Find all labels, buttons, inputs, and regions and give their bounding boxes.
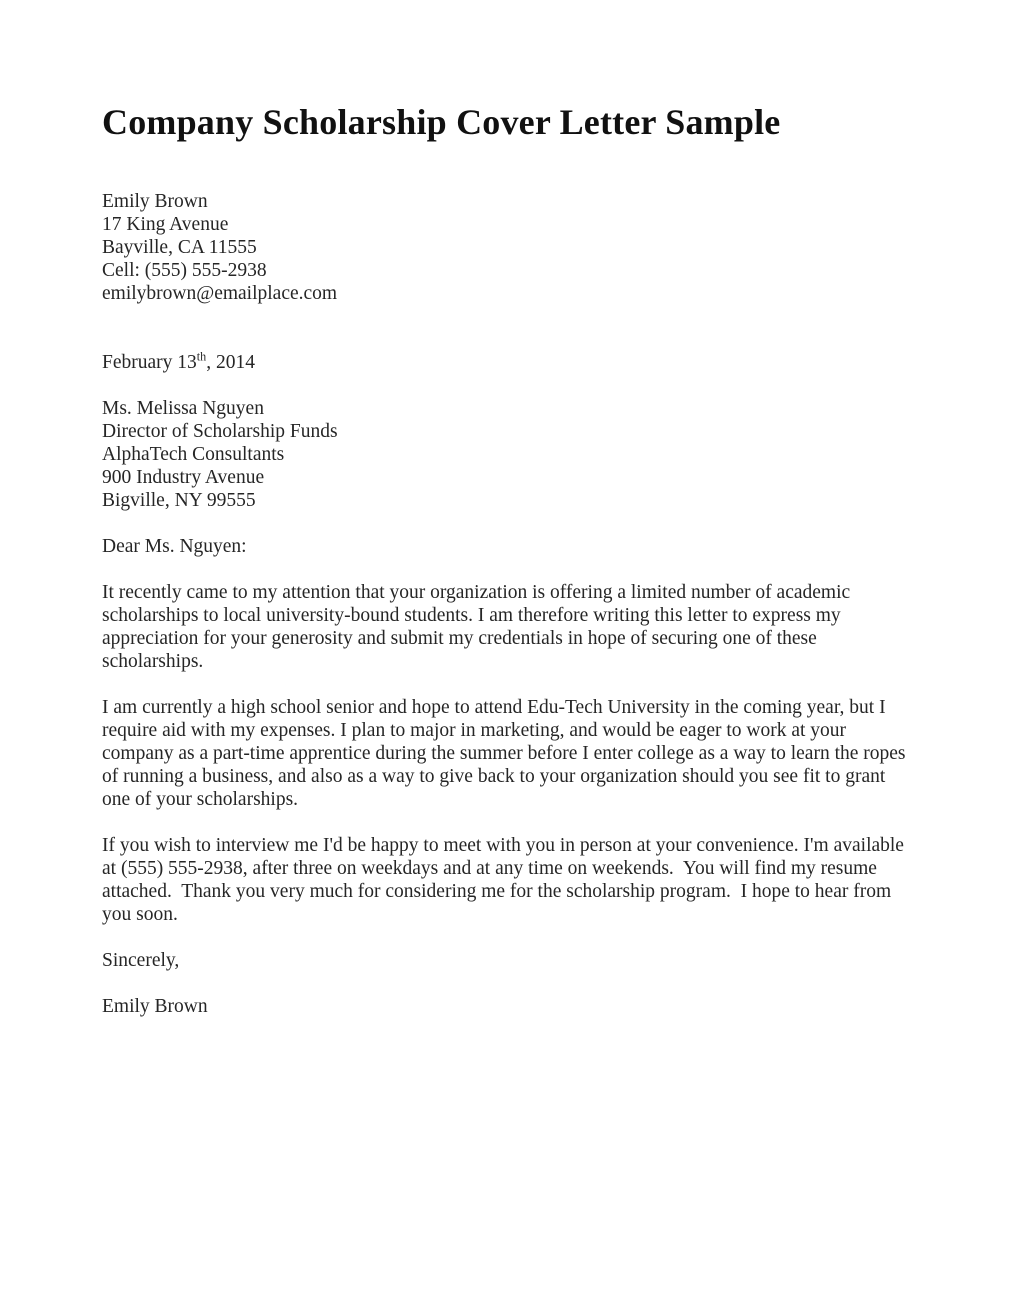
sender-name: Emily Brown [102, 191, 208, 212]
sender-address-block [102, 190, 908, 305]
sender-phone: Cell: (555) 555-2938 [102, 260, 267, 281]
date-suffix: , 2014 [206, 352, 255, 373]
sender-street: 17 King Avenue [102, 214, 229, 235]
recipient-company: AlphaTech Consultants [102, 444, 285, 465]
body-paragraph-3: If you wish to interview me I'd be happy to meet with you in person at your convenience. I'm available at (555) 555-2938, after three on weekdays and at any time on weekends. You will find my resume attached. Thank you very much for considering me for the scholarship program. I hope to hear from you soon. [102, 835, 909, 925]
salutation: Dear Ms. Nguyen: [102, 536, 247, 557]
sender-email: emilybrown@emailplace.com [102, 283, 338, 304]
date-prefix: February 13 [102, 352, 197, 373]
valediction: Sincerely, [102, 950, 180, 971]
sender-city-state-zip: Bayville, CA 11555 [102, 237, 257, 258]
recipient-city-state-zip: Bigville, NY 99555 [102, 490, 256, 511]
page-title: Company Scholarship Cover Letter Sample [102, 102, 781, 142]
recipient-street: 900 Industry Avenue [102, 467, 265, 488]
body-paragraph-2: I am currently a high school senior and hope to attend Edu-Tech University in the coming year, but I require aid with my expenses. I plan to major in marketing, and would be eager to work at your company as a part-time apprentice during the summer before I enter college as a way to learn the ropes of running a business, and also as a way to give back to your organization should you see fit to grant one of your scholarships. [102, 697, 911, 810]
signature-name: Emily Brown [102, 996, 208, 1017]
date-ordinal: th [196, 349, 207, 364]
recipient-job-title: Director of Scholarship Funds [102, 421, 338, 442]
body-paragraph-1: It recently came to my attention that your organization is offering a limited number of academic scholarships to local university-bound students. I am therefore writing this letter to express my appreciation for your generosity and submit my credentials in hope of securing one of these scholarships. [102, 582, 856, 672]
recipient-address-block [102, 397, 908, 512]
recipient-name: Ms. Melissa Nguyen [102, 398, 264, 419]
date-line [102, 351, 908, 374]
